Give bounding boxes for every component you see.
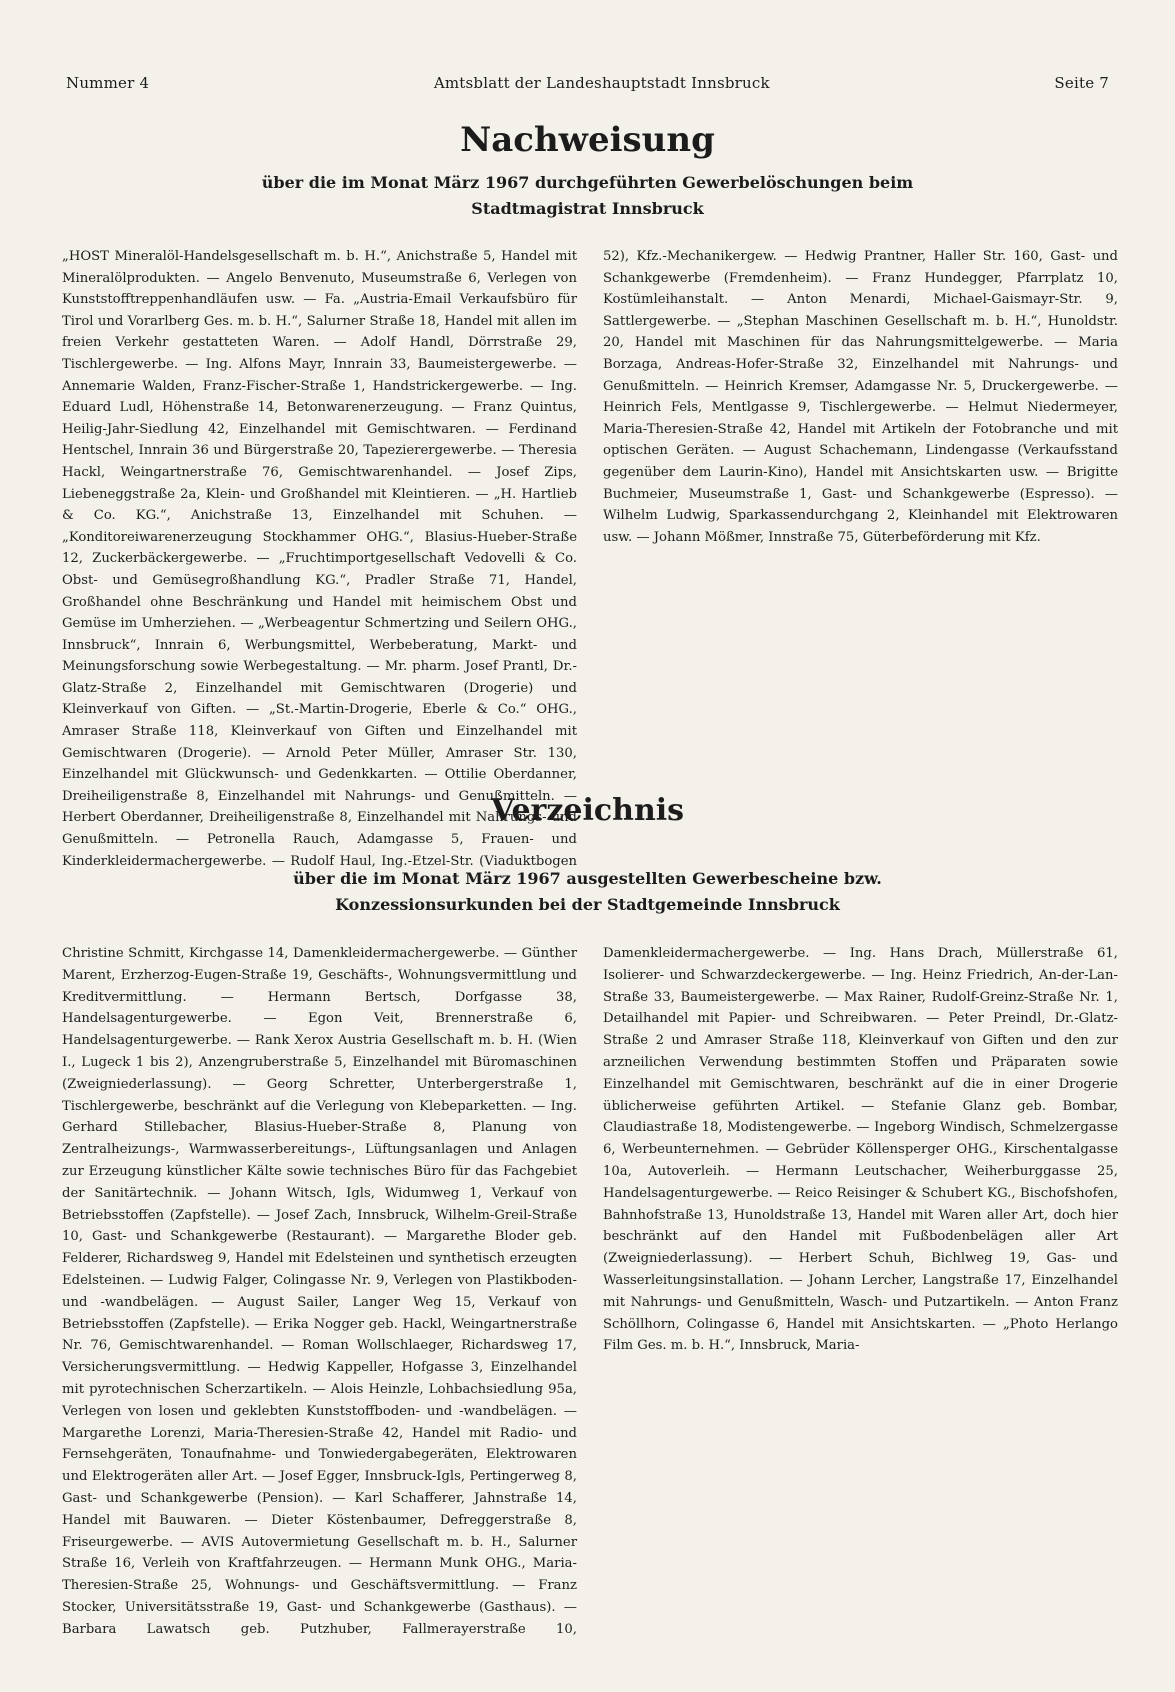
section1-subtitle-line2: Stadtmagistrat Innsbruck — [471, 199, 704, 218]
section2-title: Verzeichnis — [490, 793, 685, 828]
section1-text: „HOST Mineralöl-Handelsgesellschaft m. b. H.“, Anichstraße 5, Handel mit Mineralölprodukten. — Angelo Benvenuto, Museumstraße 6, Verlegen von Kunststofftreppenhandläufen usw. — Fa. „Austria-Email Verkaufsbüro für Tirol und Vorarlberg Ges. m. b. H.“, Salurner Straße 18, Handel mit allen im freien Verkehr gestatteten Waren. — Adolf Handl, Dörrstraße 29, Tischlergewerbe. — Ing. Alfons Mayr, Innrain 33, Baumeistergewerbe. — Annemarie Walden, Franz-Fischer-Straße 1, Handstrickergewerbe. — Ing. Eduard Ludl, Höhenstraße 14, Betonwarenerzeugung. — Franz Quintus, Heilig-Jahr-Siedlung 42, Einzelhandel mit Gemischtwaren. — Ferdinand Hentschel, Innrain 36 und Bürgerstraße 20, Tapezierergewerbe. — Theresia Hackl, Weingartnerstraße 76, Gemischtwarenhandel. — Josef Zips, Liebeneggstraße 2a, Klein- und Großhandel mit Kleintieren. — „H. Hartlieb & Co. KG.“, Anichstraße 13, Einzelhandel mit Schuhen. — „Konditoreiwarenerzeugung Stockhammer OHG.“, Blasius-Hueber-Straße 12, Zuckerbäckergewerbe. — „Fruchtimportgesellschaft Vedovelli & Co. Obst- und Gemüsegroßhandlung KG.“, Pradler Straße 71, Handel, Großhandel ohne Beschränkung und Handel mit heimischem Obst und Gemüse im Umherziehen. — „Werbeagentur Schmertzing und Seilern OHG., Innsbruck“, Innrain 6, Werbungsmittel, Werbeberatung, Markt- und Meinungsforschung sowie Werbegestaltung. — Mr. pharm. Josef Prantl, Dr.-Glatz-Straße 2, Einzelhandel mit Gemischtwaren (Drogerie) und Kleinverkauf von Giften. — „St.-Martin-Drogerie, Eberle & Co.“ OHG., Amraser Straße 118, Kleinverkauf von Giften und Einzelhandel mit Gemischtwaren (Drogerie). — Arnold Peter Müller, Amraser Str. 130, Einzelhandel mit Glückwunsch- und Gedenkkarten. — Ottilie Oberdanner, Dreiheiligenstraße 8, Einzelhandel mit Nahrungs- und Genußmitteln. — Herbert Oberdanner, Dreiheiligenstraße 8, Einzelhandel mit Nahrungs- und Genußmitteln. — Petronella Rauch, Adamgasse 5, Frauen- und Kinderkleidermachergewerbe. — Rudolf Haul, Ing.-Etzel-Str. (Viaduktbogen 52), Kfz.-Mechanikergew. — Hedwig Prantner, Haller Str. 160, Gast- und Schankgewerbe (Fremdenheim). — Franz Hundegger, Pfarrplatz 10, Kostümleihanstalt. — Anton Menardi, Michael-Gaismayr-Str. 9, Sattlergewerbe. — „Stephan Maschinen Gesellschaft m. b. H.“, Hunoldstr. 20, Handel mit Maschinen für das Nahrungsmittelgewerbe. — Maria Borzaga, Andreas-Hofer-Straße 32, Einzelhandel mit Nahrungs- und Genußmitteln. — Heinrich Kremser, Adamgasse Nr. 5, Druckergewerbe. — Heinrich Fels, Mentlgasse 9, Tischlergewerbe. — Helmut Niedermeyer, Maria-Theresien-Straße 42, Handel mit Artikeln der Fotobranche und mit optischen Geräten. — August Schachemann, Lindengasse (Verkaufsstand gegenüber dem Laurin-Kino), Handel mit Ansichtskarten usw. — Brigitte Buchmeier, Museumstraße 1, Gast- und Schankgewerbe (Espresso). — Wilhelm Ludwig, Sparkassendurchgang 2, Kleinhandel mit Elektrowaren usw. — Johann Mößmer, Innstraße 75, Güterbeförderung mit Kfz. — [62, 249, 1118, 869]
section1-title: Nachweisung — [460, 120, 715, 160]
page-number: Seite 7 — [1054, 74, 1109, 92]
section2-body — [62, 943, 1118, 1643]
running-header — [66, 74, 1109, 92]
section1-body — [62, 246, 1118, 878]
issue-number: Nummer 4 — [66, 74, 150, 92]
section1-subtitle-line1: über die im Monat März 1967 durchgeführten Gewerbelöschungen beim — [261, 173, 914, 192]
section2-subtitle-line2: Konzessionsurkunden bei der Stadtgemeinde Innsbruck — [335, 895, 840, 914]
section2-subtitle-line1: über die im Monat März 1967 ausgestellten Gewerbescheine bzw. — [293, 869, 882, 888]
publication-title: Amtsblatt der Landeshauptstadt Innsbruck — [433, 74, 770, 92]
section2-text: Christine Schmitt, Kirchgasse 14, Damenkleidermachergewerbe. — Günther Marent, Erzherzog-Eugen-Straße 19, Geschäfts-, Wohnungsvermittlung und Kreditvermittlung. — Hermann Bertsch, Dorfgasse 38, Handelsagenturgewerbe. — Egon Veit, Brennerstraße 6, Handelsagenturgewerbe. — Rank Xerox Austria Gesellschaft m. b. H. (Wien I., Lugeck 1 bis 2), Anzengruberstraße 5, Einzelhandel mit Büromaschinen (Zweigniederlassung). — Georg Schretter, Unterbergerstraße 1, Tischlergewerbe, beschränkt auf die Verlegung von Klebeparketten. — Ing. Gerhard Stillebacher, Blasius-Hueber-Straße 8, Planung von Zentralheizungs-, Warmwasserbereitungs-, Lüftungsanlagen und Anlagen zur Erzeugung künstlicher Kälte sowie technisches Büro für das Fachgebiet der Sanitärtechnik. — Johann Witsch, Igls, Widumweg 1, Verkauf von Betriebsstoffen (Zapfstelle). — Josef Zach, Innsbruck, Wilhelm-Greil-Straße 10, Gast- und Schankgewerbe (Restaurant). — Margarethe Bloder geb. Felderer, Richardsweg 9, Handel mit Edelsteinen und synthetisch erzeugten Edelsteinen. — Ludwig Falger, Colingasse Nr. 9, Verlegen von Plastikboden- und -wandbelägen. — August Sailer, Langer Weg 15, Verkauf von Betriebsstoffen (Zapfstelle). — Erika Nogger geb. Hackl, Weingartnerstraße Nr. 76, Gemischtwarenhandel. — Roman Wollschlaeger, Richardsweg 17, Versicherungsvermittlung. — Hedwig Kappeller, Hofgasse 3, Einzelhandel mit pyrotechnischen Scherzartikeln. — Alois Heinzle, Lohbachsiedlung 95a, Verlegen von losen und geklebten Kunststoffboden- und -wandbelägen. — Margarethe Lorenzi, Maria-Theresien-Straße 42, Handel mit Radio- und Fernsehgeräten, Tonaufnahme- und Tonwiedergabegeräten, Elektrowaren und Elektrogeräten aller Art. — Josef Egger, Innsbruck-Igls, Pertingerweg 8, Gast- und Schankgewerbe (Pension). — Karl Schafferer, Jahnstraße 14, Handel mit Bauwaren. — Dieter Köstenbaumer, Defreggerstraße 8, Friseurgewerbe. — AVIS Autovermietung Gesellschaft m. b. H., Salurner Straße 16, Verleih von Kraftfahrzeugen. — Hermann Munk OHG., Maria-Theresien-Straße 25, Wohnungs- und Geschäftsvermittlung. — Franz Stocker, Universitätsstraße 19, Gast- und Schankgewerbe (Gasthaus). — Barbara Lawatsch geb. Putzhuber, Fallmerayerstraße 10, Damenkleidermachergewerbe. — Ing. Hans Drach, Müllerstraße 61, Isolierer- und Schwarzdeckergewerbe. — Ing. Heinz Friedrich, An-der-Lan-Straße 33, Baumeistergewerbe. — Max Rainer, Rudolf-Greinz-Straße Nr. 1, Detailhandel mit Papier- und Schreibwaren. — Peter Preindl, Dr.-Glatz-Straße 2 und Amraser Straße 118, Kleinverkauf von Giften und den zur arzneilichen Verwendung bestimmten Stoffen und Präparaten sowie Einzelhandel mit Gemischtwaren, beschränkt auf die in einer Drogerie üblicherweise geführten Artikel. — Stefanie Glanz geb. Bombar, Claudiastraße 18, Modistengewerbe. — Ingeborg Windisch, Schmelzergasse 6, Werbeunternehmen. — Gebrüder Köllensperger OHG., Kirschentalgasse 10a, Autoverleih. — Hermann Leutschacher, Weiherburggasse 25, Handelsagenturgewerbe. — Reico Reisinger & Schubert KG., Bischofshofen, Bahnhofstraße 13, Hunoldstraße 13, Handel mit Waren aller Art, doch hier beschränkt auf den Handel mit Fußbodenbelägen aller Art (Zweigniederlassung). — Herbert Schuh, Bichlweg 19, Gas- und Wasserleitungsinstallation. — Johann Lercher, Langstraße 17, Einzelhandel mit Nahrungs- und Genußmitteln, Wasch- und Putzartikeln. — Anton Franz Schöllhorn, Colingasse 6, Handel mit Ansichtskarten. — „Photo Herlango Film Ges. m. b. H.“, Innsbruck, Maria- — [62, 946, 1118, 1637]
